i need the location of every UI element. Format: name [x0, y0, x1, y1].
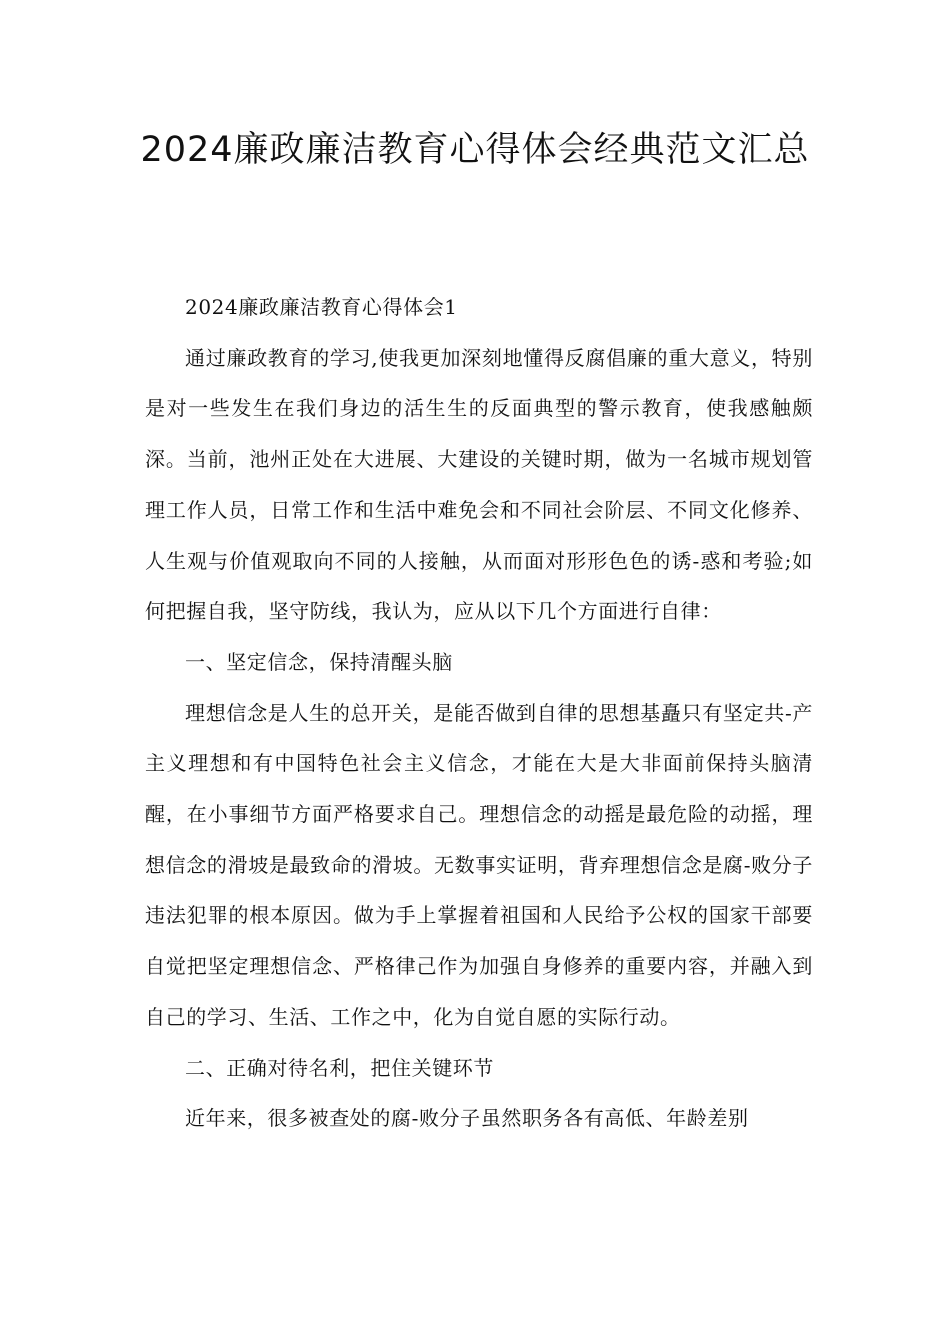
paragraph-heading: 一、坚定信念，保持清醒头脑: [185, 649, 453, 674]
paragraph: 理想信念是人生的总开关，是能否做到自律的思想基矗只有坚定共-产主义理想和有中国特色社会主义信念，才能在大是大非面前保持头脑清醒，在小事细节方面严格要求自己。理想信念的动摇是最危险的动摇，理想信念的滑坡是最致命的滑坡。无数事实证明，背弃理想信念是腐-败分子违法犯罪的根本原因。做为手上掌握着祖国和人民给予公权的国家干部要自觉把坚定理想信念、严格律己作为加强自身修养的重要内容，并融入到自己的学习、生活、工作之中，化为自觉自愿的实际行动。: [145, 700, 813, 1029]
paragraph-heading: 二、正确对待名利，把住关键环节: [185, 1055, 494, 1080]
document-title: 2024廉政廉洁教育心得体会经典范文汇总: [140, 130, 810, 170]
section-heading: 2024廉政廉洁教育心得体会1: [185, 295, 458, 319]
paragraph: 近年来，很多被查处的腐-败分子虽然职务各有高低、年龄差别: [185, 1106, 749, 1131]
document-body: [145, 282, 813, 1144]
paragraph: 通过廉政教育的学习,使我更加深刻地懂得反腐倡廉的重大意义，特别是对一些发生在我们身边的活生生的反面典型的警示教育，使我感触颇深。当前，池州正处在大进展、大建设的关键时期，做为一名城市规划管理工作人员，日常工作和生活中难免会和不同社会阶层、不同文化修养、人生观与价值观取向不同的人接触，从而面对形形色色的诱-惑和考验;如何把握自我，坚守防线，我认为，应从以下几个方面进行自律：: [145, 345, 813, 624]
